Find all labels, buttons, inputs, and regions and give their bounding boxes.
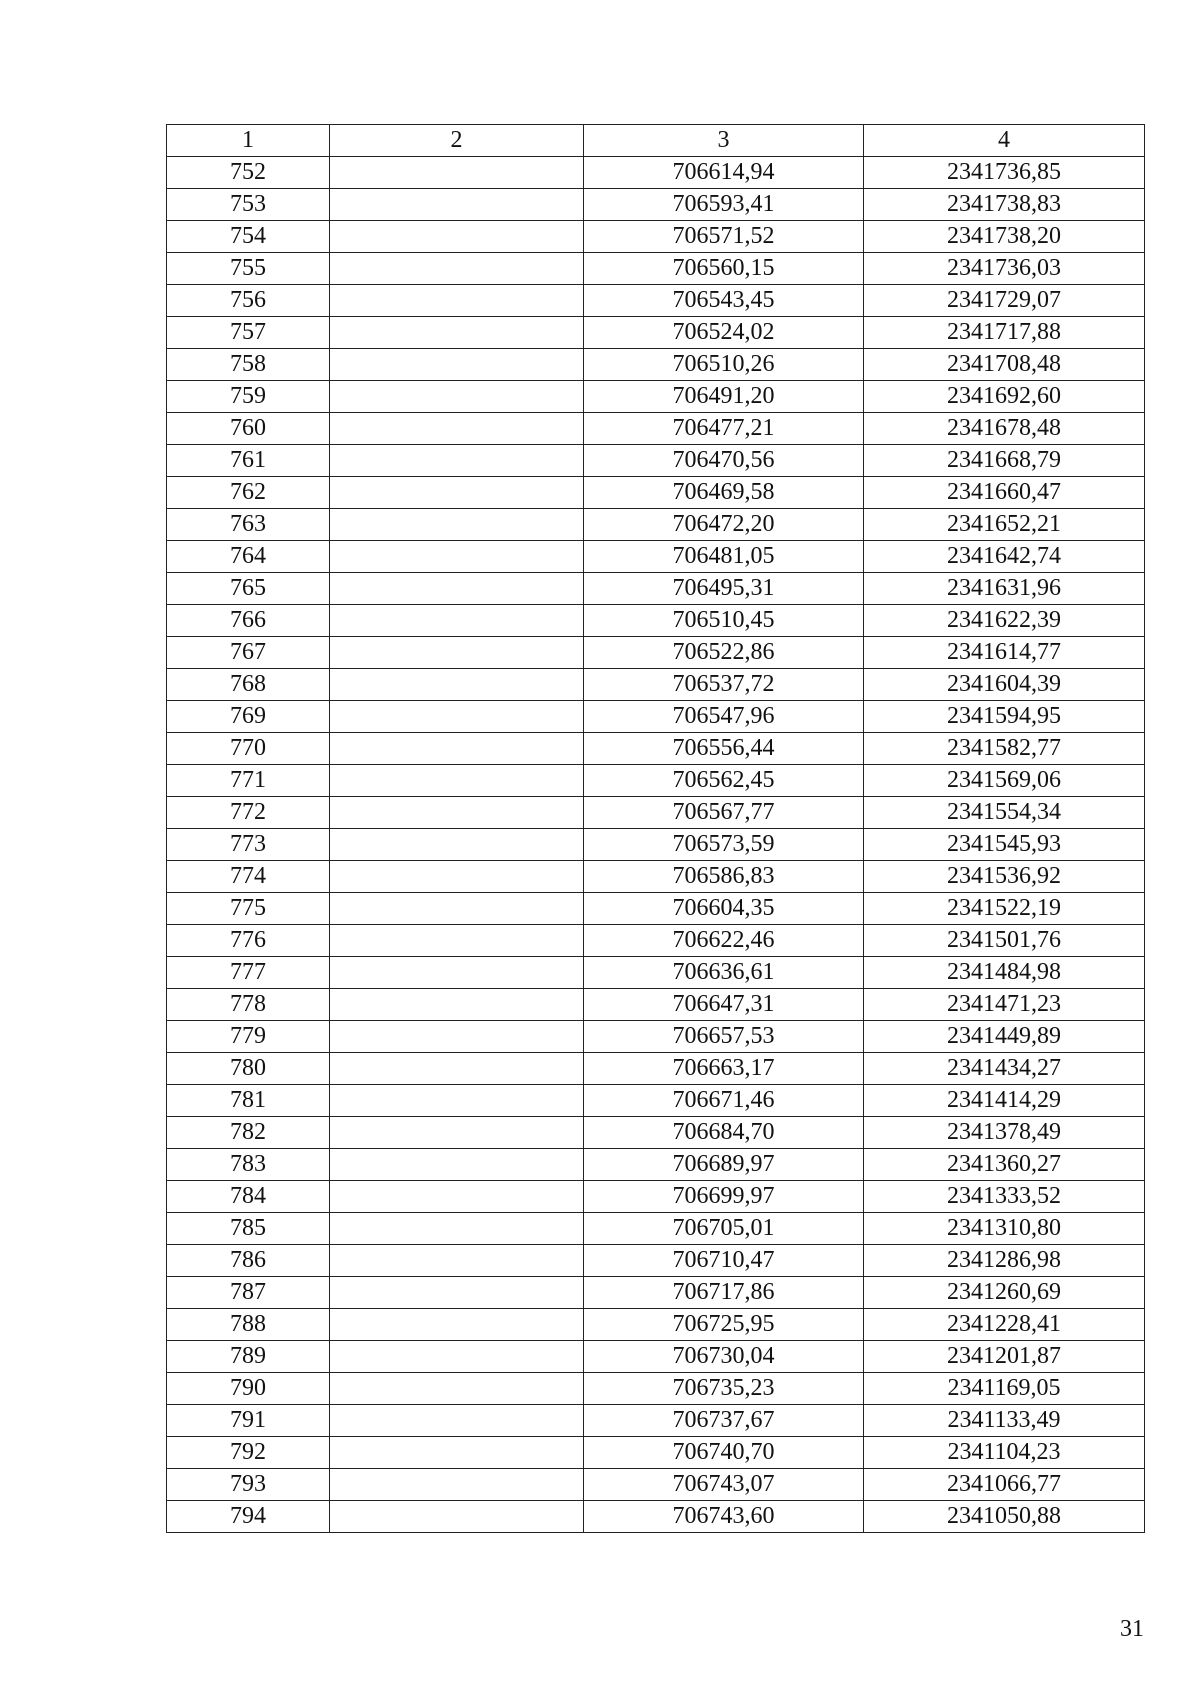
table-row [167,157,1145,189]
x-coordinate-cell: 706522,86 [584,637,864,669]
table-row [167,701,1145,733]
empty-cell [330,765,584,797]
table-row [167,445,1145,477]
x-coordinate-cell: 706671,46 [584,1085,864,1117]
table-row [167,1405,1145,1437]
point-number-cell: 757 [167,317,330,349]
coordinates-table [166,124,1145,1533]
point-number-cell: 774 [167,861,330,893]
x-coordinate-cell: 706705,01 [584,1213,864,1245]
table-row [167,221,1145,253]
empty-cell [330,1501,584,1533]
y-coordinate-cell: 2341449,89 [864,1021,1145,1053]
point-number-cell: 756 [167,285,330,317]
y-coordinate-cell: 2341378,49 [864,1117,1145,1149]
point-number-cell: 783 [167,1149,330,1181]
y-coordinate-cell: 2341736,85 [864,157,1145,189]
empty-cell [330,1149,584,1181]
table-body [167,157,1145,1533]
point-number-cell: 786 [167,1245,330,1277]
table-row [167,957,1145,989]
empty-cell [330,1053,584,1085]
point-number-cell: 784 [167,1181,330,1213]
y-coordinate-cell: 2341169,05 [864,1373,1145,1405]
point-number-cell: 772 [167,797,330,829]
table-row [167,1021,1145,1053]
y-coordinate-cell: 2341260,69 [864,1277,1145,1309]
y-coordinate-cell: 2341228,41 [864,1309,1145,1341]
x-coordinate-cell: 706743,60 [584,1501,864,1533]
empty-cell [330,957,584,989]
point-number-cell: 758 [167,349,330,381]
point-number-cell: 766 [167,605,330,637]
table-row [167,1245,1145,1277]
y-coordinate-cell: 2341554,34 [864,797,1145,829]
table-row [167,1309,1145,1341]
x-coordinate-cell: 706477,21 [584,413,864,445]
point-number-cell: 791 [167,1405,330,1437]
x-coordinate-cell: 706657,53 [584,1021,864,1053]
y-coordinate-cell: 2341582,77 [864,733,1145,765]
empty-cell [330,669,584,701]
table-row [167,477,1145,509]
x-coordinate-cell: 706547,96 [584,701,864,733]
x-coordinate-cell: 706562,45 [584,765,864,797]
point-number-cell: 780 [167,1053,330,1085]
x-coordinate-cell: 706743,07 [584,1469,864,1501]
y-coordinate-cell: 2341668,79 [864,445,1145,477]
empty-cell [330,573,584,605]
y-coordinate-cell: 2341708,48 [864,349,1145,381]
empty-cell [330,1341,584,1373]
y-coordinate-cell: 2341286,98 [864,1245,1145,1277]
table-row [167,1085,1145,1117]
x-coordinate-cell: 706469,58 [584,477,864,509]
table-row [167,1117,1145,1149]
empty-cell [330,893,584,925]
table-row [167,349,1145,381]
empty-cell [330,1117,584,1149]
x-coordinate-cell: 706586,83 [584,861,864,893]
point-number-cell: 765 [167,573,330,605]
point-number-cell: 792 [167,1437,330,1469]
y-coordinate-cell: 2341642,74 [864,541,1145,573]
empty-cell [330,1085,584,1117]
table-row [167,413,1145,445]
x-coordinate-cell: 706481,05 [584,541,864,573]
y-coordinate-cell: 2341717,88 [864,317,1145,349]
y-coordinate-cell: 2341631,96 [864,573,1145,605]
column-header-3: 3 [584,125,864,157]
point-number-cell: 776 [167,925,330,957]
table-row [167,733,1145,765]
empty-cell [330,605,584,637]
column-header-4: 4 [864,125,1145,157]
point-number-cell: 778 [167,989,330,1021]
table-row [167,861,1145,893]
point-number-cell: 754 [167,221,330,253]
x-coordinate-cell: 706717,86 [584,1277,864,1309]
y-coordinate-cell: 2341622,39 [864,605,1145,637]
y-coordinate-cell: 2341545,93 [864,829,1145,861]
x-coordinate-cell: 706614,94 [584,157,864,189]
point-number-cell: 770 [167,733,330,765]
table-row [167,637,1145,669]
point-number-cell: 764 [167,541,330,573]
empty-cell [330,157,584,189]
empty-cell [330,349,584,381]
empty-cell [330,925,584,957]
table-row [167,317,1145,349]
y-coordinate-cell: 2341484,98 [864,957,1145,989]
empty-cell [330,1405,584,1437]
y-coordinate-cell: 2341360,27 [864,1149,1145,1181]
point-number-cell: 787 [167,1277,330,1309]
y-coordinate-cell: 2341050,88 [864,1501,1145,1533]
table-row [167,1277,1145,1309]
table-row [167,285,1145,317]
table-row [167,1053,1145,1085]
x-coordinate-cell: 706543,45 [584,285,864,317]
point-number-cell: 793 [167,1469,330,1501]
x-coordinate-cell: 706556,44 [584,733,864,765]
x-coordinate-cell: 706636,61 [584,957,864,989]
x-coordinate-cell: 706735,23 [584,1373,864,1405]
empty-cell [330,861,584,893]
table-row [167,1469,1145,1501]
table-row [167,541,1145,573]
table-row [167,1181,1145,1213]
empty-cell [330,1469,584,1501]
point-number-cell: 794 [167,1501,330,1533]
empty-cell [330,1277,584,1309]
table-row [167,1437,1145,1469]
empty-cell [330,701,584,733]
point-number-cell: 771 [167,765,330,797]
y-coordinate-cell: 2341652,21 [864,509,1145,541]
y-coordinate-cell: 2341729,07 [864,285,1145,317]
empty-cell [330,189,584,221]
x-coordinate-cell: 706663,17 [584,1053,864,1085]
empty-cell [330,509,584,541]
y-coordinate-cell: 2341414,29 [864,1085,1145,1117]
empty-cell [330,1181,584,1213]
table-row [167,1341,1145,1373]
x-coordinate-cell: 706725,95 [584,1309,864,1341]
x-coordinate-cell: 706571,52 [584,221,864,253]
point-number-cell: 760 [167,413,330,445]
x-coordinate-cell: 706573,59 [584,829,864,861]
table-row [167,1149,1145,1181]
y-coordinate-cell: 2341738,20 [864,221,1145,253]
x-coordinate-cell: 706491,20 [584,381,864,413]
y-coordinate-cell: 2341692,60 [864,381,1145,413]
empty-cell [330,285,584,317]
x-coordinate-cell: 706647,31 [584,989,864,1021]
table-row [167,765,1145,797]
y-coordinate-cell: 2341736,03 [864,253,1145,285]
y-coordinate-cell: 2341333,52 [864,1181,1145,1213]
point-number-cell: 762 [167,477,330,509]
point-number-cell: 788 [167,1309,330,1341]
x-coordinate-cell: 706740,70 [584,1437,864,1469]
point-number-cell: 755 [167,253,330,285]
point-number-cell: 767 [167,637,330,669]
x-coordinate-cell: 706710,47 [584,1245,864,1277]
empty-cell [330,221,584,253]
point-number-cell: 769 [167,701,330,733]
y-coordinate-cell: 2341536,92 [864,861,1145,893]
x-coordinate-cell: 706593,41 [584,189,864,221]
point-number-cell: 781 [167,1085,330,1117]
empty-cell [330,829,584,861]
point-number-cell: 777 [167,957,330,989]
table-row [167,1501,1145,1533]
y-coordinate-cell: 2341678,48 [864,413,1145,445]
y-coordinate-cell: 2341201,87 [864,1341,1145,1373]
x-coordinate-cell: 706567,77 [584,797,864,829]
x-coordinate-cell: 706510,45 [584,605,864,637]
table-row [167,509,1145,541]
table-row [167,1373,1145,1405]
table-row [167,253,1145,285]
table-row [167,381,1145,413]
y-coordinate-cell: 2341310,80 [864,1213,1145,1245]
point-number-cell: 789 [167,1341,330,1373]
empty-cell [330,1021,584,1053]
x-coordinate-cell: 706699,97 [584,1181,864,1213]
point-number-cell: 775 [167,893,330,925]
table-header-row [167,125,1145,157]
empty-cell [330,797,584,829]
table-row [167,189,1145,221]
point-number-cell: 759 [167,381,330,413]
y-coordinate-cell: 2341434,27 [864,1053,1145,1085]
y-coordinate-cell: 2341471,23 [864,989,1145,1021]
table-row [167,573,1145,605]
point-number-cell: 779 [167,1021,330,1053]
point-number-cell: 768 [167,669,330,701]
x-coordinate-cell: 706495,31 [584,573,864,605]
table-row [167,605,1145,637]
y-coordinate-cell: 2341594,95 [864,701,1145,733]
y-coordinate-cell: 2341604,39 [864,669,1145,701]
page-number: 31 [1120,1616,1144,1642]
table-row [167,829,1145,861]
point-number-cell: 785 [167,1213,330,1245]
x-coordinate-cell: 706560,15 [584,253,864,285]
x-coordinate-cell: 706689,97 [584,1149,864,1181]
empty-cell [330,733,584,765]
x-coordinate-cell: 706684,70 [584,1117,864,1149]
x-coordinate-cell: 706472,20 [584,509,864,541]
x-coordinate-cell: 706524,02 [584,317,864,349]
table-row [167,925,1145,957]
point-number-cell: 773 [167,829,330,861]
y-coordinate-cell: 2341066,77 [864,1469,1145,1501]
empty-cell [330,477,584,509]
table-row [167,797,1145,829]
y-coordinate-cell: 2341522,19 [864,893,1145,925]
empty-cell [330,1437,584,1469]
x-coordinate-cell: 706604,35 [584,893,864,925]
empty-cell [330,1373,584,1405]
empty-cell [330,413,584,445]
y-coordinate-cell: 2341614,77 [864,637,1145,669]
empty-cell [330,1213,584,1245]
x-coordinate-cell: 706622,46 [584,925,864,957]
empty-cell [330,637,584,669]
y-coordinate-cell: 2341660,47 [864,477,1145,509]
empty-cell [330,1309,584,1341]
point-number-cell: 761 [167,445,330,477]
point-number-cell: 790 [167,1373,330,1405]
y-coordinate-cell: 2341104,23 [864,1437,1145,1469]
x-coordinate-cell: 706730,04 [584,1341,864,1373]
y-coordinate-cell: 2341133,49 [864,1405,1145,1437]
table-row [167,893,1145,925]
table-row [167,989,1145,1021]
empty-cell [330,1245,584,1277]
column-header-2: 2 [330,125,584,157]
empty-cell [330,541,584,573]
point-number-cell: 752 [167,157,330,189]
empty-cell [330,381,584,413]
table-row [167,1213,1145,1245]
table-row [167,669,1145,701]
y-coordinate-cell: 2341569,06 [864,765,1145,797]
empty-cell [330,253,584,285]
empty-cell [330,317,584,349]
x-coordinate-cell: 706537,72 [584,669,864,701]
empty-cell [330,445,584,477]
y-coordinate-cell: 2341501,76 [864,925,1145,957]
point-number-cell: 782 [167,1117,330,1149]
column-header-1: 1 [167,125,330,157]
x-coordinate-cell: 706470,56 [584,445,864,477]
empty-cell [330,989,584,1021]
point-number-cell: 753 [167,189,330,221]
point-number-cell: 763 [167,509,330,541]
x-coordinate-cell: 706510,26 [584,349,864,381]
x-coordinate-cell: 706737,67 [584,1405,864,1437]
y-coordinate-cell: 2341738,83 [864,189,1145,221]
